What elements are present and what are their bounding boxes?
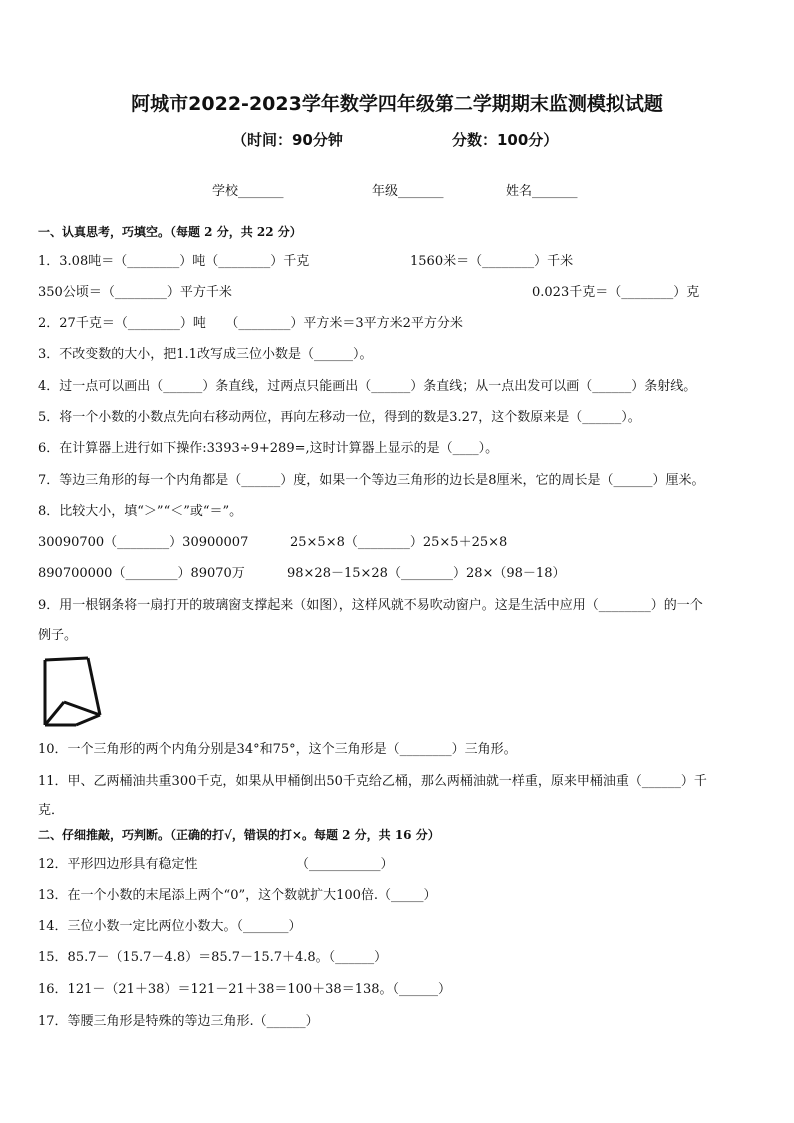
exam-time: （时间：90分钟 xyxy=(232,131,343,149)
question-5: 5．将一个小数的小数点先向右移动两位，再向左移动一位，得到的数是3.27，这个数原来是（______）。 xyxy=(38,410,641,425)
school-field: 学校_______ xyxy=(212,184,284,199)
fig-top-edge xyxy=(45,658,88,660)
question-8b: 25×5×8（________）25×5＋25×8 xyxy=(290,535,508,550)
question-11b: 克． xyxy=(38,803,65,818)
exam-title: 阿城市2022-2023学年数学四年级第二学期期末监测模拟试题 xyxy=(131,93,663,115)
question-8a: 30090700（________）30900007 xyxy=(38,535,249,550)
question-13: 13．在一个小数的末尾添上两个“0”，这个数就扩大100倍.（_____） xyxy=(38,888,437,903)
question-6: 6．在计算器上进行如下操作:3393÷9+289=,这时计算器上显示的是（____）。 xyxy=(38,441,499,456)
name-field: 姓名_______ xyxy=(506,184,578,199)
question-1c: 350公顷＝（________）平方千米 xyxy=(38,285,232,300)
question-4: 4．过一点可以画出（______）条直线，过两点只能画出（______）条直线；从一点出发可以画（______）条射线。 xyxy=(38,379,697,394)
fig-support-bar xyxy=(45,702,64,725)
question-16: 16．121－（21＋38）＝121－21＋38＝100＋38＝138。（______） xyxy=(38,982,452,997)
question-12b: （___________） xyxy=(296,857,394,872)
question-9a: 9．用一根钢条将一扇打开的玻璃窗支撑起来（如图），这样风就不易吹动窗户。这是生活中应用（________）的一个 xyxy=(38,598,703,613)
question-1b: 1560米＝（________）千米 xyxy=(410,254,574,269)
question-1a: 1．3.08吨＝（________）吨（________）千克 xyxy=(38,254,310,269)
question-8d: 98×28－15×28（________）28×（98－18） xyxy=(287,566,566,581)
fig-lower-edge xyxy=(76,715,100,725)
question-3: 3．不改变数的大小，把1.1改写成三位小数是（______）。 xyxy=(38,347,373,362)
question-15: 15．85.7－（15.7－4.8）＝85.7－15.7＋4.8。（______） xyxy=(38,950,388,965)
question-17: 17．等腰三角形是特殊的等边三角形.（______） xyxy=(38,1014,319,1029)
question-2: 2．27千克＝（________）吨 （________）平方米＝3平方米2平方分米 xyxy=(38,316,463,331)
section1-heading: 一、认真思考，巧填空。（每题 2 分，共 22 分） xyxy=(38,225,302,239)
question-7: 7．等边三角形的每一个内角都是（______）度，如果一个等边三角形的边长是8厘米，它的周长是（______）厘米。 xyxy=(38,473,705,488)
question-8c: 890700000（________）89070万 xyxy=(38,566,245,581)
question-11a: 11．甲、乙两桶油共重300千克，如果从甲桶倒出50千克给乙桶，那么两桶油就一样重，原来甲桶油重（______）千 xyxy=(38,774,707,789)
fig-glass-bottom xyxy=(64,702,100,715)
question-8: 8．比较大小，填“＞”“＜”或“＝”。 xyxy=(38,504,243,519)
question-12a: 12．平形四边形具有稳定性 xyxy=(38,857,198,872)
question-14: 14．三位小数一定比两位小数大。（_______） xyxy=(38,919,302,934)
exam-score: 分数：100分） xyxy=(452,131,559,149)
question-10: 10．一个三角形的两个内角分别是34°和75°，这个三角形是（________）三角形。 xyxy=(38,742,517,757)
window-support-figure xyxy=(40,655,104,729)
grade-field: 年级_______ xyxy=(372,184,444,199)
fig-right-edge xyxy=(88,658,100,715)
question-1d: 0.023千克＝（________）克 xyxy=(532,285,700,300)
question-9b: 例子。 xyxy=(38,628,78,643)
section2-heading: 二、仔细推敲，巧判断。（正确的打√，错误的打×。每题 2 分，共 16 分） xyxy=(38,828,440,842)
